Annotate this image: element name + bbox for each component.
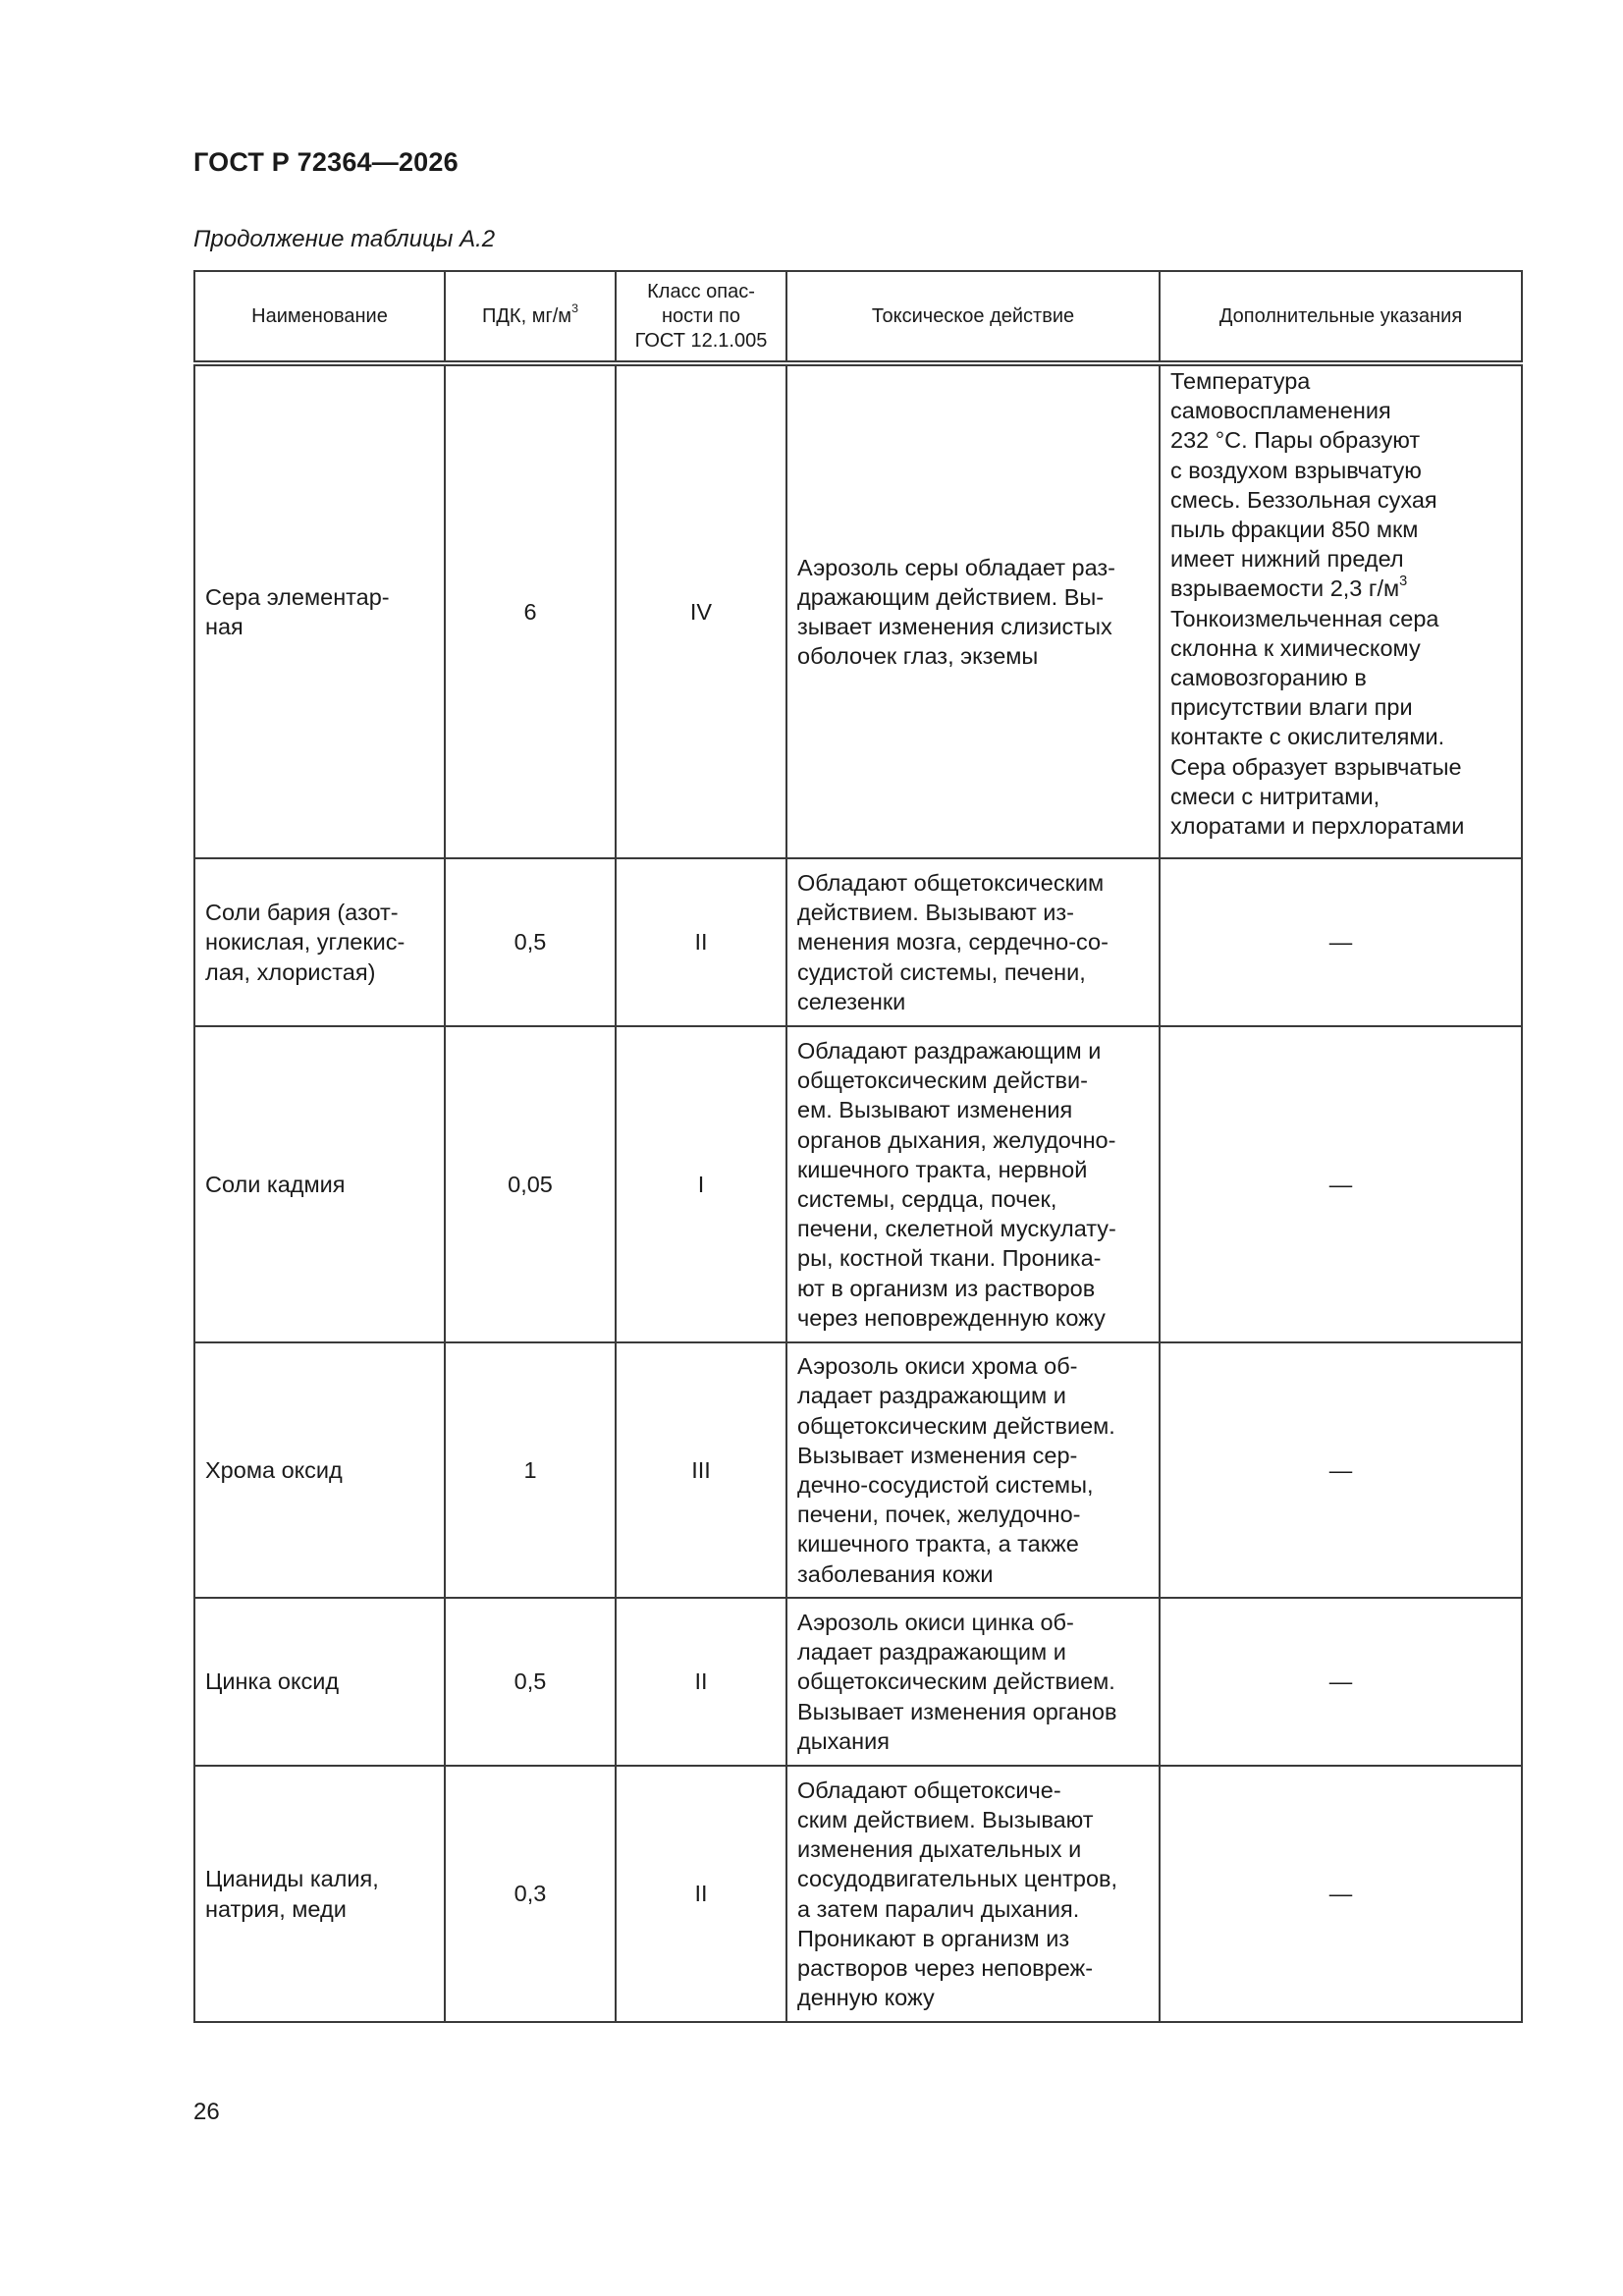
column-header-name: Наименование bbox=[194, 271, 445, 363]
cell-extra: — bbox=[1160, 1026, 1522, 1342]
column-header-extra: Дополнительные указания bbox=[1160, 271, 1522, 363]
cell-name: Цианиды калия, натрия, меди bbox=[194, 1766, 445, 2022]
cell-class: II bbox=[616, 858, 786, 1026]
cell-name: Цинка оксид bbox=[194, 1598, 445, 1766]
cell-pdk: 0,5 bbox=[445, 1598, 616, 1766]
cell-toxic: Обладают общетоксиче- ским действием. Вызывают изменения дыхательных и сосудодвигательных центров, а затем паралич дыхания. Проникают в организм из растворов через неповреж- денную кожу bbox=[786, 1766, 1160, 2022]
cell-name: Хрома оксид bbox=[194, 1342, 445, 1598]
column-header-pdk: ПДК, $мг/м^3$ bbox=[445, 271, 616, 363]
table-row bbox=[194, 1342, 1522, 1598]
cell-pdk: 0,3 bbox=[445, 1766, 616, 2022]
cell-class: II bbox=[616, 1766, 786, 2022]
cell-toxic: Аэрозоль серы обладает раз- дражающим действием. Вы- зывает изменения слизистых оболочек глаз, экземы bbox=[786, 363, 1160, 858]
table-row bbox=[194, 1766, 1522, 2022]
cell-class: I bbox=[616, 1026, 786, 1342]
column-header-class: Класс опас- ности по ГОСТ 12.1.005 bbox=[616, 271, 786, 363]
cell-extra: — bbox=[1160, 1342, 1522, 1598]
cell-toxic: Обладают общетоксическим действием. Вызывают из- менения мозга, сердечно-со- судистой системы, печени, селезенки bbox=[786, 858, 1160, 1026]
cell-class: III bbox=[616, 1342, 786, 1598]
cell-name: Соли бария (азот- нокислая, углекис- лая, хлористая) bbox=[194, 858, 445, 1026]
cell-class: IV bbox=[616, 363, 786, 858]
cell-pdk: 6 bbox=[445, 363, 616, 858]
table-caption: Продолжение таблицы А.2 bbox=[193, 226, 496, 252]
cell-toxic: Аэрозоль окиси хрома об- ладает раздражающим и общетоксическим действием. Вызывает изменения сер- дечно-сосудистой системы, печени, почек, желудочно- кишечного тракта, а также заболевания кожи bbox=[786, 1342, 1160, 1598]
table-row bbox=[194, 858, 1522, 1026]
cell-pdk: 0,5 bbox=[445, 858, 616, 1026]
table-row bbox=[194, 1026, 1522, 1342]
cell-toxic: Аэрозоль окиси цинка об- ладает раздражающим и общетоксическим действием. Вызывает изменения органов дыхания bbox=[786, 1598, 1160, 1766]
table-header-row bbox=[194, 271, 1522, 363]
substances-table bbox=[193, 270, 1523, 2023]
cell-pdk: 0,05 bbox=[445, 1026, 616, 1342]
cell-name: Сера элементар- ная bbox=[194, 363, 445, 858]
cell-extra: — bbox=[1160, 858, 1522, 1026]
column-header-toxic: Токсическое действие bbox=[786, 271, 1160, 363]
document-header: ГОСТ Р 72364—2026 bbox=[193, 147, 459, 177]
table-row bbox=[194, 1598, 1522, 1766]
cell-name: Соли кадмия bbox=[194, 1026, 445, 1342]
cell-extra: Температура самовоспламенения 232 °С. Пары образуют с воздухом взрывчатую смесь. Беззольная сухая пыль фракции 850 мкм имеет нижний предел взрываемости 2,3 $г/м^3$ Тонкоизмельченная сера склонна к химическому самовозгоранию в присутствии влаги при контакте с окислителями. Сера образует взрывчатые смеси с нитритами, хлоратами и перхлоратами bbox=[1160, 363, 1522, 858]
cell-extra: — bbox=[1160, 1766, 1522, 2022]
table-row bbox=[194, 363, 1522, 858]
cell-toxic: Обладают раздражающим и общетоксическим действи- ем. Вызывают изменения органов дыхания, желудочно- кишечного тракта, нервной системы, сердца, почек, печени, скелетной мускулату- ры, костной ткани. Проника- ют в организм из растворов через неповрежденную кожу bbox=[786, 1026, 1160, 1342]
cell-pdk: 1 bbox=[445, 1342, 616, 1598]
cell-extra: — bbox=[1160, 1598, 1522, 1766]
cell-class: II bbox=[616, 1598, 786, 1766]
page-number: 26 bbox=[193, 2099, 220, 2125]
